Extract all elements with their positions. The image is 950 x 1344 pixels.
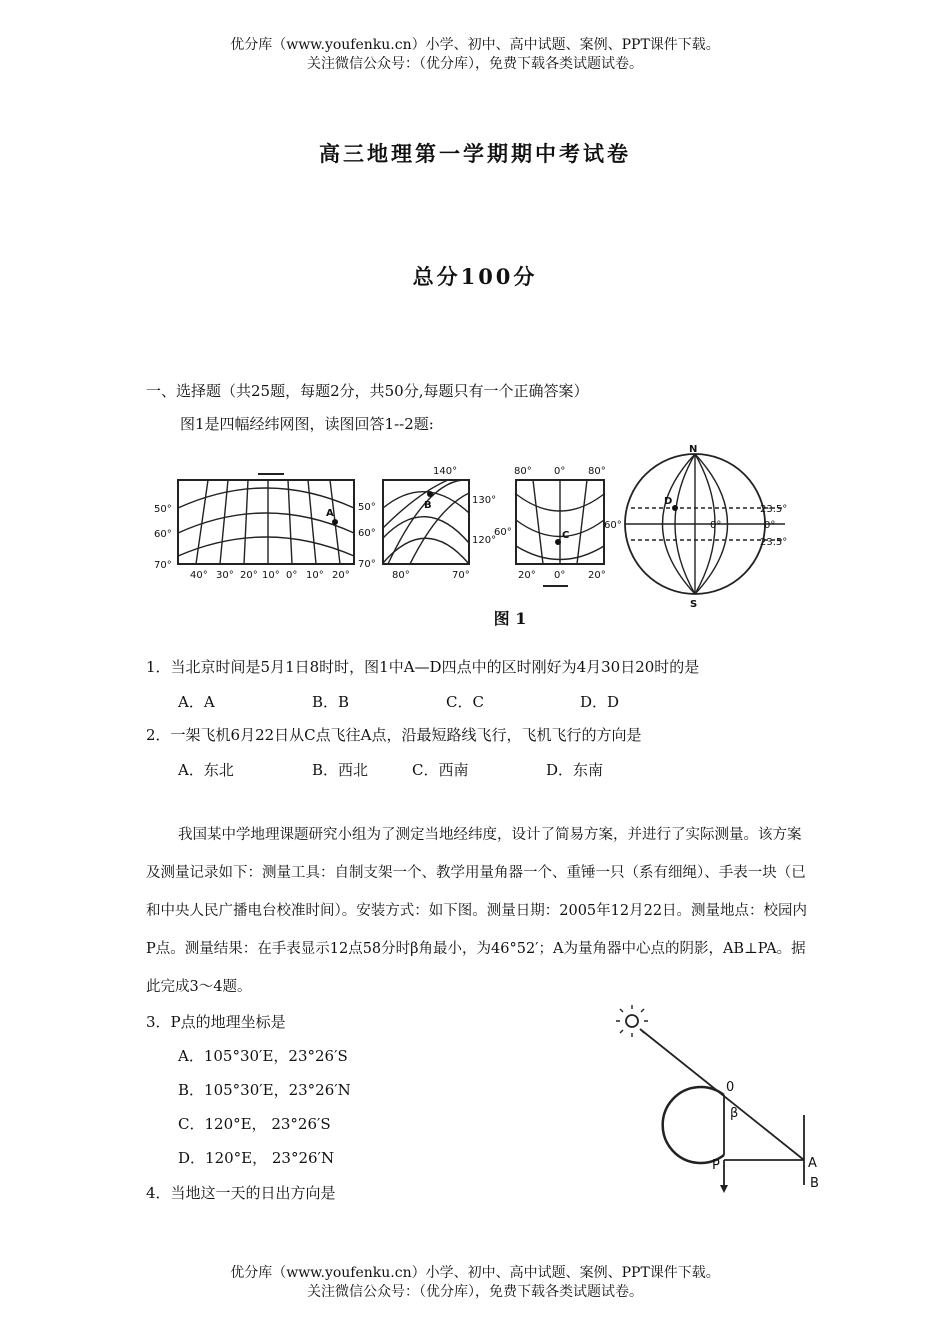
point-b-marker — [427, 491, 433, 497]
map1-lon-5: 0° — [286, 570, 298, 581]
map1-lat-right-1: 50° — [358, 502, 376, 513]
map1-lon-1: 40° — [190, 570, 208, 581]
question-1-option-c[interactable]: C．C — [446, 693, 484, 711]
map4-point-label: D — [664, 496, 673, 507]
point-a-marker — [332, 519, 338, 525]
sun-icon — [626, 1015, 638, 1027]
map3-left-label: 60° — [494, 527, 512, 538]
question-2-stem: 2．一架飞机6月22日从C点飞往A点，沿最短路线飞行，飞机飞行的方向是 — [146, 726, 642, 744]
question-3-option-c[interactable]: C．120°E， 23°26′S — [178, 1115, 331, 1133]
diagram-label-a: A — [808, 1156, 817, 1171]
header-line-2: 关注微信公众号：（优分库），免费下载各类试题试卷。 — [307, 56, 643, 72]
question-2-option-d[interactable]: D．东南 — [546, 761, 604, 779]
map1-lon-2: 30° — [216, 570, 234, 581]
map2-right-2: 120° — [472, 535, 497, 546]
question-1-stem: 1．当北京时间是5月1日8时时，图1中A—D四点中的区时刚好为4月30日20时的是 — [146, 658, 700, 676]
map3-bottom-1: 20° — [518, 570, 536, 581]
question-3-stem: 3．P点的地理坐标是 — [146, 1013, 286, 1031]
figure-1-caption: 图 1 — [493, 609, 527, 628]
map1-lat-left-1: 50° — [154, 504, 172, 515]
map2-top-label: 140° — [433, 466, 458, 477]
map2-point-label: B — [424, 500, 432, 511]
passage-text: 我国某中学地理课题研究小组为了测定当地经纬度，设计了简易方案，并进行了实际测量。该方案及测量记录如下：测量工具：自制支架一个、教学用量角器一个、重锤一只（系有细绳）、手表一块（已和中央人民广播电台校准时间）。安装方式：如下图。测量日期：2005年12月22日。测量地点：校园内P点。测量结果：在手表显示12点58分时β角最小，为46°52′；A为量角器中心点的阴影，AB⊥PA。据此完成3～4题。 — [146, 827, 808, 995]
point-d-marker — [672, 505, 678, 511]
map1-lat-right-2: 60° — [358, 528, 376, 539]
question-2-option-a[interactable]: A．东北 — [178, 761, 234, 779]
question-3-option-a[interactable]: A．105°30′E，23°26′S — [178, 1047, 348, 1065]
map1-lat-left-2: 60° — [154, 529, 172, 540]
map4-right-2: 0° — [764, 520, 776, 531]
question-3-option-b[interactable]: B．105°30′E，23°26′N — [178, 1081, 351, 1099]
map3-top-1: 80° — [514, 466, 532, 477]
map1-lon-7: 20° — [332, 570, 350, 581]
question-1-option-d[interactable]: D．D — [580, 693, 620, 711]
measurement-diagram — [612, 1005, 834, 1195]
footer-line-1: 优分库（www.youfenku.cn）小学、初中、高中试题、案例、PPT课件下载。 — [230, 1265, 720, 1281]
section-heading: 一、选择题（共25题，每题2分，共50分,每题只有一个正确答案） — [146, 382, 589, 400]
footer-line-2: 关注微信公众号：（优分库），免费下载各类试题试卷。 — [307, 1284, 643, 1300]
map4-center-label: 0° — [710, 520, 722, 531]
diagram-label-p: P — [712, 1158, 720, 1173]
map3-bottom-2: 0° — [554, 570, 566, 581]
map1-lat-left-3: 70° — [154, 560, 172, 571]
map4-right-1: 23.5° — [760, 504, 788, 515]
question-1-option-b[interactable]: B．B — [312, 693, 350, 711]
map1-lon-4: 10° — [262, 570, 280, 581]
map4-south-label: S — [690, 599, 698, 610]
map1-point-label: A — [326, 508, 334, 519]
map1-lat-right-3: 70° — [358, 559, 376, 570]
map4-north-label: N — [689, 444, 698, 455]
map1-lon-6: 10° — [306, 570, 324, 581]
map4-right-3: 23.5° — [760, 537, 788, 548]
map3-top-2: 0° — [554, 466, 566, 477]
question-4-stem: 4．当地这一天的日出方向是 — [146, 1184, 336, 1202]
question-1-option-a[interactable]: A．A — [178, 693, 215, 711]
question-2-option-c[interactable]: C．西南 — [412, 761, 469, 779]
map3-top-3: 80° — [588, 466, 606, 477]
question-2-option-b[interactable]: B．西北 — [312, 761, 369, 779]
figure-intro: 图1是四幅经纬网图，读图回答1--2题: — [180, 415, 434, 433]
header-line-1: 优分库（www.youfenku.cn）小学、初中、高中试题、案例、PPT课件下载。 — [230, 37, 720, 53]
map1-lon-3: 20° — [240, 570, 258, 581]
total-score: 总分100分 — [412, 264, 538, 289]
exam-title: 高三地理第一学期期中考试卷 — [319, 141, 631, 166]
map3-bottom-3: 20° — [588, 570, 606, 581]
question-3-option-d[interactable]: D．120°E， 23°26′N — [178, 1149, 335, 1167]
reading-passage — [146, 816, 810, 1006]
map2-bottom-2: 70° — [452, 570, 470, 581]
map4-left-label: 60° — [604, 520, 622, 531]
diagram-label-beta: β — [730, 1106, 739, 1121]
map3-point-label: C — [562, 530, 570, 541]
diagram-label-o: 0 — [726, 1080, 735, 1095]
map2-right-1: 130° — [472, 495, 497, 506]
map2-bottom-1: 80° — [392, 570, 410, 581]
point-c-marker — [555, 539, 561, 545]
figure-1-graticules — [148, 438, 808, 610]
diagram-label-b: B — [810, 1176, 819, 1191]
